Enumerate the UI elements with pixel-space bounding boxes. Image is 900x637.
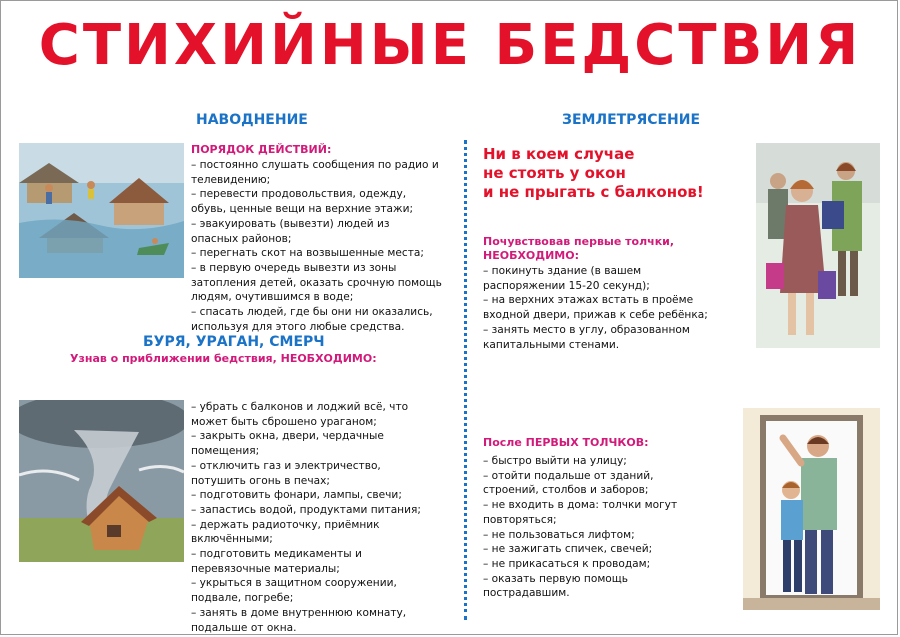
storm-illustration bbox=[19, 400, 184, 562]
quake-after-subtitle: После ПЕРВЫХ ТОЛЧКОВ: bbox=[483, 436, 649, 449]
quake-after-text: – быстро выйти на улицу; – отойти подальше от зданий, строений, столбов и заборов; – не входить в дома: толчки могут повторяться; – не пользоваться лифтом; – не зажигать спичек, свечей; – не прикасаться к проводам; – оказать первую помощь пострадавшим. bbox=[483, 455, 678, 600]
quake-first-subtitle-line1: Почувствовав первые толчки, bbox=[483, 235, 675, 248]
quake-warning: Ни в коем случае не стоять у окон и не прыгать с балконов! bbox=[483, 145, 704, 201]
storm-title: БУРЯ, УРАГАН, СМЕРЧ bbox=[143, 334, 325, 350]
quake-title: ЗЕМЛЕТРЯСЕНИЕ bbox=[562, 112, 701, 128]
quake-first-subtitle bbox=[483, 235, 674, 263]
doorway-illustration bbox=[743, 408, 880, 610]
flood-text: – постоянно слушать сообщения по радио и телевидению; – перевести продовольствия, одежду, обувь, ценные вещи на верхние этажи; – эвакуировать (вывезти) людей из опасных районов; – перегнать скот на возвышенные места; – в первую очередь вывезти из зоны затопления детей, оказать срочную помощь людям, очутившимся в воде; – спасать людей, где бы они ни оказались, используя для этого любые средства. bbox=[191, 159, 442, 333]
flood-title: НАВОДНЕНИЕ bbox=[196, 112, 308, 128]
flood-illustration bbox=[19, 143, 184, 278]
evacuation-illustration bbox=[756, 143, 880, 348]
quake-first-subtitle-line2: НЕОБХОДИМО: bbox=[483, 249, 579, 262]
flood-subtitle: ПОРЯДОК ДЕЙСТВИЙ: bbox=[191, 143, 332, 156]
column-divider bbox=[464, 140, 467, 620]
storm-text: – убрать с балконов и лоджий всё, что может быть сброшено ураганом; – закрыть окна, двери, чердачные помещения; – отключить газ и электричество, потушить огонь в печах; – подготовить фонари, лампы, свечи; – запастись водой, продуктами питания; – держать радиоточку, приёмник включёнными; – подготовить медикаменты и перевязочные материалы; – укрыться в защитном сооружении, подвале, погребе; – занять в доме внутреннюю комнату, подальше от окна. bbox=[191, 401, 421, 634]
quake-first-text: – покинуть здание (в вашем распоряжении 15-20 секунд); – на верхних этажах встать в проёме входной двери, прижав к себе ребёнка; – занять место в углу, образованном капитальными стенами. bbox=[483, 265, 708, 351]
storm-subtitle: Узнав о приближении бедствия, НЕОБХОДИМО: bbox=[70, 352, 377, 365]
poster-title: СТИХИЙНЫЕ БЕДСТВИЯ bbox=[38, 13, 862, 78]
